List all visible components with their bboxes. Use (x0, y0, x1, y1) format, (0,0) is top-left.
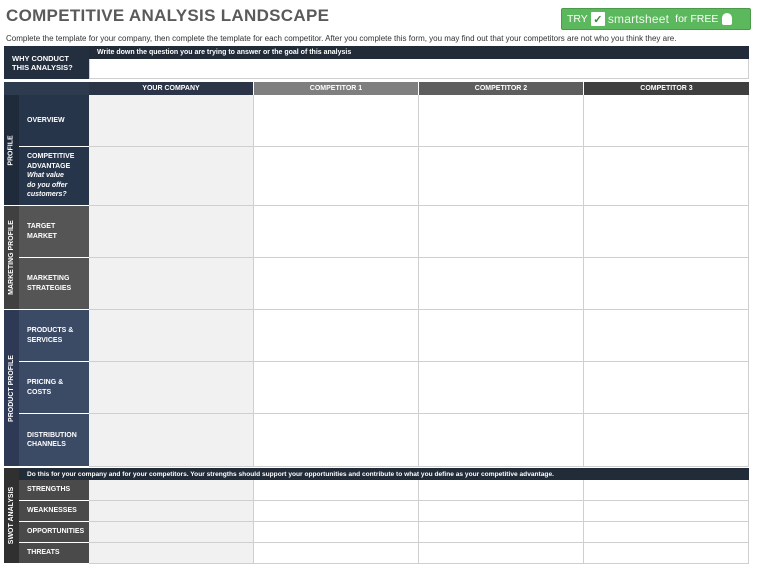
cell-target-market-competitor-3[interactable] (584, 206, 749, 258)
cell-threats-competitor-2[interactable] (419, 543, 584, 564)
for-free-label: for FREE (675, 13, 719, 25)
row-label-strengths: STRENGTHS (19, 480, 89, 501)
cell-marketing-strategies-competitor-1[interactable] (254, 258, 419, 310)
cell-weaknesses-competitor-3[interactable] (584, 501, 749, 522)
column-header-competitor-2: COMPETITOR 2 (419, 82, 584, 95)
row-label-overview: OVERVIEW (19, 95, 89, 147)
cell-opportunities-your-company[interactable] (89, 522, 254, 543)
cell-distribution-channels-competitor-1[interactable] (254, 414, 419, 467)
cell-products-services-your-company[interactable] (89, 310, 254, 362)
cell-marketing-strategies-competitor-3[interactable] (584, 258, 749, 310)
column-header-competitor-3: COMPETITOR 3 (584, 82, 749, 95)
cell-strengths-your-company[interactable] (89, 480, 254, 501)
row-label-distribution-channels: DISTRIBUTION CHANNELS (19, 414, 89, 467)
row-label-products-services: PRODUCTS & SERVICES (19, 310, 89, 362)
cell-threats-competitor-3[interactable] (584, 543, 749, 564)
cell-weaknesses-competitor-1[interactable] (254, 501, 419, 522)
row-label-pricing-costs: PRICING & COSTS (19, 362, 89, 414)
column-header-your-company: YOUR COMPANY (89, 82, 254, 95)
cell-weaknesses-your-company[interactable] (89, 501, 254, 522)
cell-competitive-advantage-your-company[interactable] (89, 147, 254, 206)
cell-marketing-strategies-your-company[interactable] (89, 258, 254, 310)
cell-overview-competitor-3[interactable] (584, 95, 749, 147)
section-swot-analysis: SWOT ANALYSIS (4, 468, 19, 564)
row-label-target-market: TARGET MARKET (19, 206, 89, 258)
swot-hint: Do this for your company and for your competitors. Your strengths should support your opportunities and contribute to what you define as your competitive advantage. (19, 468, 749, 480)
cell-distribution-channels-competitor-3[interactable] (584, 414, 749, 467)
cell-opportunities-competitor-2[interactable] (419, 522, 584, 543)
cell-strengths-competitor-3[interactable] (584, 480, 749, 501)
cell-threats-your-company[interactable] (89, 543, 254, 564)
cell-overview-your-company[interactable] (89, 95, 254, 147)
cell-target-market-your-company[interactable] (89, 206, 254, 258)
hand-cursor-icon (722, 13, 732, 25)
why-hint: Write down the question you are trying to answer or the goal of this analysis (89, 46, 749, 59)
cell-products-services-competitor-3[interactable] (584, 310, 749, 362)
row-label-marketing-strategies: MARKETING STRATEGIES (19, 258, 89, 310)
try-label: TRY (567, 13, 588, 25)
cell-target-market-competitor-2[interactable] (419, 206, 584, 258)
cell-target-market-competitor-1[interactable] (254, 206, 419, 258)
why-answer-field[interactable] (89, 59, 749, 79)
cell-distribution-channels-competitor-2[interactable] (419, 414, 584, 467)
column-header-competitor-1: COMPETITOR 1 (254, 82, 419, 95)
page-title: COMPETITIVE ANALYSIS LANDSCAPE (6, 6, 330, 25)
cell-overview-competitor-2[interactable] (419, 95, 584, 147)
row-label-threats: THREATS (19, 543, 89, 564)
cell-competitive-advantage-competitor-2[interactable] (419, 147, 584, 206)
smartsheet-logo-text: smartsheet (607, 12, 670, 26)
cell-competitive-advantage-competitor-3[interactable] (584, 147, 749, 206)
page-subtitle: Complete the template for your company, then complete the template for each competitor. After you complete this form, you may find out that your competitors are not who you think they are. (6, 34, 677, 43)
section-marketing-profile: MARKETING PROFILE (4, 206, 19, 310)
cell-products-services-competitor-1[interactable] (254, 310, 419, 362)
cell-competitive-advantage-competitor-1[interactable] (254, 147, 419, 206)
row-label-competitive-advantage: COMPETITIVE ADVANTAGE What value do you offer customers? (19, 147, 89, 206)
cell-distribution-channels-your-company[interactable] (89, 414, 254, 467)
cell-marketing-strategies-competitor-2[interactable] (419, 258, 584, 310)
header-spacer (4, 82, 89, 95)
why-conduct-label: WHY CONDUCT THIS ANALYSIS? (4, 46, 89, 79)
cell-strengths-competitor-2[interactable] (419, 480, 584, 501)
try-smartsheet-button[interactable] (561, 8, 751, 30)
checkmark-icon: ✓ (591, 12, 605, 26)
cell-pricing-costs-competitor-1[interactable] (254, 362, 419, 414)
cell-threats-competitor-1[interactable] (254, 543, 419, 564)
section-profile: PROFILE (4, 95, 19, 206)
cell-strengths-competitor-1[interactable] (254, 480, 419, 501)
cell-pricing-costs-competitor-3[interactable] (584, 362, 749, 414)
cell-pricing-costs-competitor-2[interactable] (419, 362, 584, 414)
cell-overview-competitor-1[interactable] (254, 95, 419, 147)
row-label-opportunities: OPPORTUNITIES (19, 522, 89, 543)
section-product-profile: PRODUCT PROFILE (4, 310, 19, 467)
cell-pricing-costs-your-company[interactable] (89, 362, 254, 414)
cell-opportunities-competitor-1[interactable] (254, 522, 419, 543)
row-label-weaknesses: WEAKNESSES (19, 501, 89, 522)
cell-products-services-competitor-2[interactable] (419, 310, 584, 362)
cell-opportunities-competitor-3[interactable] (584, 522, 749, 543)
cell-weaknesses-competitor-2[interactable] (419, 501, 584, 522)
